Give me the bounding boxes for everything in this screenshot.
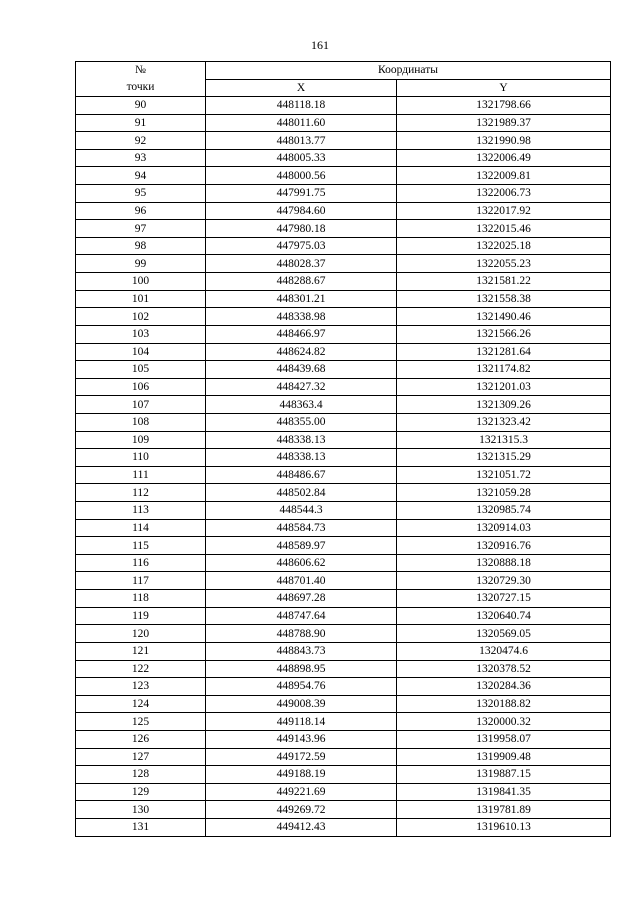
x-coordinate-cell: 448466.97 <box>206 325 397 343</box>
coordinates-group-header: Координаты <box>206 62 611 80</box>
point-number-cell: 109 <box>76 431 206 449</box>
y-coordinate-cell: 1321989.37 <box>397 114 611 132</box>
x-coordinate-cell: 448544.3 <box>206 502 397 520</box>
point-number-cell: 125 <box>76 713 206 731</box>
point-number-cell: 116 <box>76 554 206 572</box>
point-number-cell: 131 <box>76 818 206 836</box>
point-number-cell: 104 <box>76 343 206 361</box>
point-number-cell: 103 <box>76 325 206 343</box>
point-number-cell: 127 <box>76 748 206 766</box>
x-coordinate-cell: 448954.76 <box>206 678 397 696</box>
y-coordinate-cell: 1321309.26 <box>397 396 611 414</box>
y-coordinate-cell: 1322015.46 <box>397 220 611 238</box>
y-coordinate-cell: 1321201.03 <box>397 378 611 396</box>
table-row <box>76 255 611 273</box>
point-number-cell: 91 <box>76 114 206 132</box>
table-body <box>76 97 611 837</box>
table-row <box>76 114 611 132</box>
x-coordinate-cell: 448005.33 <box>206 149 397 167</box>
y-coordinate-cell: 1321990.98 <box>397 132 611 150</box>
x-coordinate-cell: 449412.43 <box>206 818 397 836</box>
y-coordinate-cell: 1321581.22 <box>397 273 611 291</box>
table-row <box>76 625 611 643</box>
point-number-cell: 121 <box>76 642 206 660</box>
x-coordinate-cell: 448338.13 <box>206 449 397 467</box>
x-coordinate-cell: 449143.96 <box>206 730 397 748</box>
x-coordinate-cell: 448288.67 <box>206 273 397 291</box>
y-coordinate-cell: 1320916.76 <box>397 537 611 555</box>
x-coordinate-cell: 448427.32 <box>206 378 397 396</box>
y-coordinate-cell: 1320474.6 <box>397 642 611 660</box>
y-coordinate-cell: 1321798.66 <box>397 97 611 115</box>
table-row <box>76 484 611 502</box>
table-row <box>76 97 611 115</box>
table-row <box>76 466 611 484</box>
y-coordinate-cell: 1321281.64 <box>397 343 611 361</box>
table-row <box>76 167 611 185</box>
y-coordinate-cell: 1322025.18 <box>397 237 611 255</box>
y-coordinate-cell: 1319958.07 <box>397 730 611 748</box>
point-number-cell: 93 <box>76 149 206 167</box>
table-row <box>76 766 611 784</box>
table-row <box>76 783 611 801</box>
table-row <box>76 290 611 308</box>
x-coordinate-cell: 448624.82 <box>206 343 397 361</box>
table-row <box>76 431 611 449</box>
table-row <box>76 554 611 572</box>
y-coordinate-cell: 1321558.38 <box>397 290 611 308</box>
x-coordinate-cell: 449221.69 <box>206 783 397 801</box>
x-coordinate-cell: 449008.39 <box>206 695 397 713</box>
y-coordinate-cell: 1319841.35 <box>397 783 611 801</box>
table-row <box>76 343 611 361</box>
point-number-cell: 95 <box>76 185 206 203</box>
point-number-header <box>76 62 206 97</box>
y-coordinate-cell: 1322055.23 <box>397 255 611 273</box>
y-coordinate-cell: 1321059.28 <box>397 484 611 502</box>
y-coordinate-cell: 1320378.52 <box>397 660 611 678</box>
y-coordinate-cell: 1322017.92 <box>397 202 611 220</box>
point-number-cell: 117 <box>76 572 206 590</box>
x-coordinate-cell: 448301.21 <box>206 290 397 308</box>
point-number-cell: 100 <box>76 273 206 291</box>
point-number-cell: 120 <box>76 625 206 643</box>
table-header <box>76 62 611 97</box>
table-row <box>76 713 611 731</box>
x-coordinate-cell: 448028.37 <box>206 255 397 273</box>
point-number-cell: 99 <box>76 255 206 273</box>
x-coordinate-cell: 447975.03 <box>206 237 397 255</box>
x-coordinate-cell: 448898.95 <box>206 660 397 678</box>
point-number-cell: 113 <box>76 502 206 520</box>
x-coordinate-cell: 447991.75 <box>206 185 397 203</box>
table-row <box>76 361 611 379</box>
y-coordinate-cell: 1320888.18 <box>397 554 611 572</box>
point-number-cell: 98 <box>76 237 206 255</box>
point-number-cell: 96 <box>76 202 206 220</box>
x-coordinate-cell: 448338.98 <box>206 308 397 326</box>
x-coordinate-cell: 448697.28 <box>206 590 397 608</box>
x-coordinate-cell: 448584.73 <box>206 519 397 537</box>
y-coordinate-cell: 1320569.05 <box>397 625 611 643</box>
x-coordinate-cell: 448338.13 <box>206 431 397 449</box>
y-coordinate-cell: 1320729.30 <box>397 572 611 590</box>
table-row <box>76 185 611 203</box>
y-coordinate-cell: 1320284.36 <box>397 678 611 696</box>
table-row <box>76 572 611 590</box>
y-coordinate-cell: 1321490.46 <box>397 308 611 326</box>
y-column-header: Y <box>397 79 611 97</box>
x-coordinate-cell: 448118.18 <box>206 97 397 115</box>
y-coordinate-cell: 1319887.15 <box>397 766 611 784</box>
x-coordinate-cell: 448439.68 <box>206 361 397 379</box>
point-number-cell: 106 <box>76 378 206 396</box>
point-number-cell: 129 <box>76 783 206 801</box>
y-coordinate-cell: 1321051.72 <box>397 466 611 484</box>
x-coordinate-cell: 448606.62 <box>206 554 397 572</box>
point-number-cell: 118 <box>76 590 206 608</box>
table-row <box>76 325 611 343</box>
x-coordinate-cell: 448843.73 <box>206 642 397 660</box>
table-row <box>76 678 611 696</box>
y-coordinate-cell: 1319610.13 <box>397 818 611 836</box>
table-row <box>76 237 611 255</box>
y-coordinate-cell: 1322006.49 <box>397 149 611 167</box>
y-coordinate-cell: 1320000.32 <box>397 713 611 731</box>
table-row <box>76 607 611 625</box>
x-coordinate-cell: 448502.84 <box>206 484 397 502</box>
y-coordinate-cell: 1320914.03 <box>397 519 611 537</box>
table-row <box>76 642 611 660</box>
point-number-cell: 92 <box>76 132 206 150</box>
table-row <box>76 396 611 414</box>
table-row <box>76 413 611 431</box>
y-coordinate-cell: 1321315.29 <box>397 449 611 467</box>
table-row <box>76 378 611 396</box>
x-coordinate-cell: 448486.67 <box>206 466 397 484</box>
y-coordinate-cell: 1320640.74 <box>397 607 611 625</box>
y-coordinate-cell: 1321566.26 <box>397 325 611 343</box>
point-number-cell: 97 <box>76 220 206 238</box>
y-coordinate-cell: 1322009.81 <box>397 167 611 185</box>
y-coordinate-cell: 1321174.82 <box>397 361 611 379</box>
point-number-cell: 90 <box>76 97 206 115</box>
x-coordinate-cell: 448363.4 <box>206 396 397 414</box>
x-coordinate-cell: 449188.19 <box>206 766 397 784</box>
x-coordinate-cell: 448000.56 <box>206 167 397 185</box>
point-number-cell: 114 <box>76 519 206 537</box>
x-coordinate-cell: 448589.97 <box>206 537 397 555</box>
y-coordinate-cell: 1320985.74 <box>397 502 611 520</box>
table-row <box>76 449 611 467</box>
table-row <box>76 590 611 608</box>
point-number-cell: 94 <box>76 167 206 185</box>
point-number-cell: 130 <box>76 801 206 819</box>
x-coordinate-cell: 447984.60 <box>206 202 397 220</box>
point-number-cell: 124 <box>76 695 206 713</box>
table-row <box>76 502 611 520</box>
point-number-cell: 111 <box>76 466 206 484</box>
x-column-header: X <box>206 79 397 97</box>
table-row <box>76 202 611 220</box>
table-row <box>76 818 611 836</box>
table-row <box>76 220 611 238</box>
x-coordinate-cell: 449269.72 <box>206 801 397 819</box>
table-row <box>76 273 611 291</box>
x-coordinate-cell: 449172.59 <box>206 748 397 766</box>
y-coordinate-cell: 1321315.3 <box>397 431 611 449</box>
point-number-cell: 119 <box>76 607 206 625</box>
point-number-header-symbol: № <box>135 64 146 76</box>
y-coordinate-cell: 1322006.73 <box>397 185 611 203</box>
y-coordinate-cell: 1321323.42 <box>397 413 611 431</box>
x-coordinate-cell: 448788.90 <box>206 625 397 643</box>
x-coordinate-cell: 448013.77 <box>206 132 397 150</box>
x-coordinate-cell: 447980.18 <box>206 220 397 238</box>
point-number-cell: 107 <box>76 396 206 414</box>
x-coordinate-cell: 448355.00 <box>206 413 397 431</box>
point-number-header-word: точки <box>126 81 155 93</box>
table-row <box>76 149 611 167</box>
table-row <box>76 537 611 555</box>
x-coordinate-cell: 448701.40 <box>206 572 397 590</box>
x-coordinate-cell: 449118.14 <box>206 713 397 731</box>
y-coordinate-cell: 1320188.82 <box>397 695 611 713</box>
table-row <box>76 660 611 678</box>
point-number-cell: 112 <box>76 484 206 502</box>
table-row <box>76 801 611 819</box>
table-row <box>76 748 611 766</box>
y-coordinate-cell: 1319909.48 <box>397 748 611 766</box>
table-row <box>76 695 611 713</box>
point-number-cell: 108 <box>76 413 206 431</box>
point-number-cell: 122 <box>76 660 206 678</box>
x-coordinate-cell: 448747.64 <box>206 607 397 625</box>
point-number-cell: 123 <box>76 678 206 696</box>
table-row <box>76 730 611 748</box>
point-number-cell: 128 <box>76 766 206 784</box>
coordinates-table <box>75 61 611 837</box>
x-coordinate-cell: 448011.60 <box>206 114 397 132</box>
y-coordinate-cell: 1320727.15 <box>397 590 611 608</box>
table-row <box>76 132 611 150</box>
point-number-cell: 105 <box>76 361 206 379</box>
point-number-cell: 126 <box>76 730 206 748</box>
point-number-cell: 115 <box>76 537 206 555</box>
table-row <box>76 308 611 326</box>
point-number-cell: 110 <box>76 449 206 467</box>
y-coordinate-cell: 1319781.89 <box>397 801 611 819</box>
table-row <box>76 519 611 537</box>
point-number-cell: 102 <box>76 308 206 326</box>
point-number-cell: 101 <box>76 290 206 308</box>
page-number: 161 <box>311 38 329 52</box>
